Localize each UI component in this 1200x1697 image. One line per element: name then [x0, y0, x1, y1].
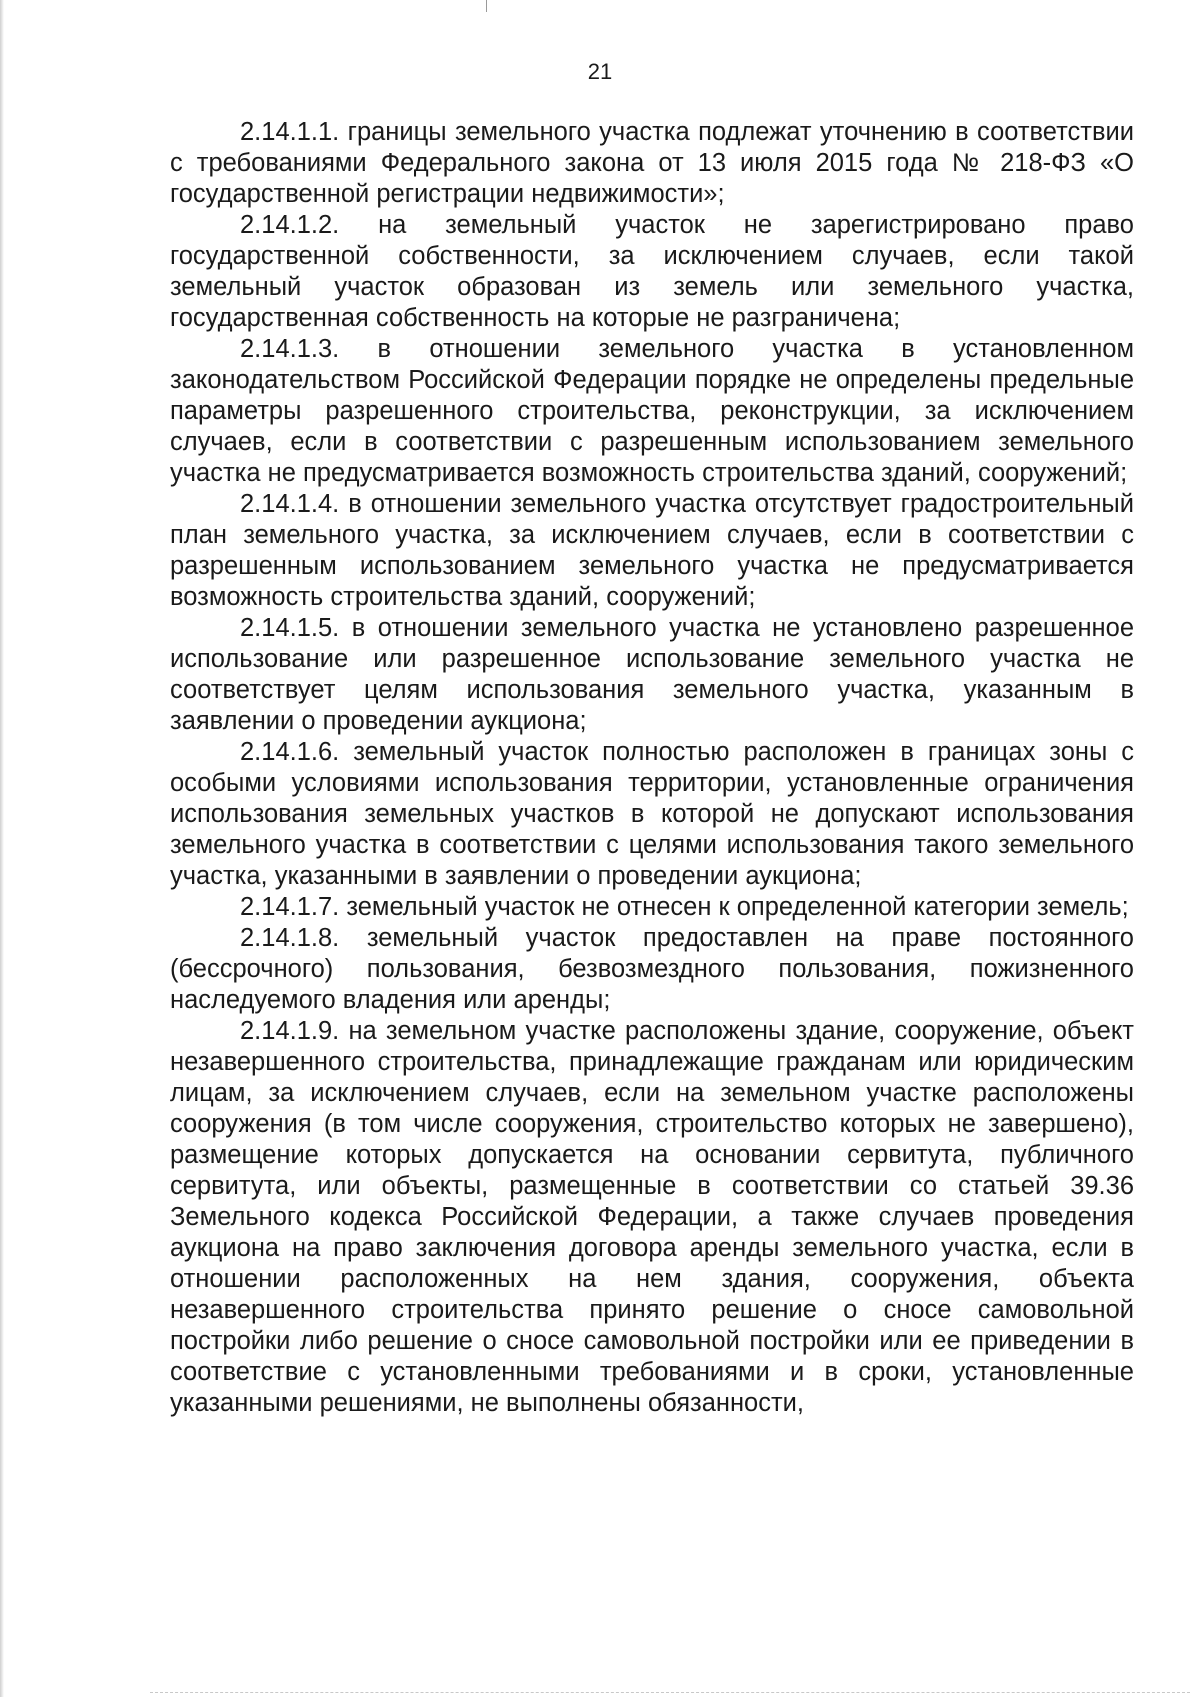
- clause-2-14-1-8: 2.14.1.8. земельный участок предоставлен на праве постоянного (бессрочного) пользования, безвозмездного пользования, пожизненного наследуемого владения или аренды;: [170, 924, 1134, 1014]
- clause-2-14-1-1: 2.14.1.1. границы земельного участка подлежат уточнению в соответствии с требованиями Федерального закона от 13 июля 2015 года № 218-ФЗ «О государственной регистрации недвижимости»;: [170, 118, 1134, 208]
- clause-2-14-1-5: 2.14.1.5. в отношении земельного участка не установлено разрешенное использование или разрешенное использование земельного участка не соответствует целям использования земельного участка, указанным в заявлении о проведении аукциона;: [170, 614, 1134, 735]
- clause-2-14-1-9: 2.14.1.9. на земельном участке расположены здание, сооружение, объект незавершенного строительства, принадлежащие гражданам или юридическим лицам, за исключением случаев, если на земельном участке расположены сооружения (в том числе сооружения, строительство которых не завершено), размещение которых допускается на основании сервитута, публичного сервитута, или объекты, размещенные в соответствии со статьей 39.36 Земельного кодекса Российской Федерации, а также случаев проведения аукциона на право заключения договора аренды земельного участка, если в отношении расположенных на нем здания, сооружения, объекта незавершенного строительства принято решение о сносе самовольной постройки либо решение о сносе самовольной постройки или ее приведении в соответствие с установленными требованиями и в сроки, установленные указанными решениями, не выполнены обязанности,: [170, 1017, 1134, 1417]
- clause-2-14-1-4: 2.14.1.4. в отношении земельного участка отсутствует градостроительный план земельного участка, за исключением случаев, если в соответствии с разрешенным использованием земельного участка не предусматривается возможность строительства зданий, сооружений;: [170, 490, 1134, 611]
- page-number: 21: [587, 59, 613, 84]
- clause-2-14-1-7: 2.14.1.7. земельный участок не отнесен к определенной категории земель;: [240, 893, 1129, 921]
- scan-mark-top: [486, 0, 487, 12]
- clause-2-14-1-2: 2.14.1.2. на земельный участок не зарегистрировано право государственной собственности, за исключением случаев, если такой земельный участок образован из земель или земельного участка, государственная собственность на которые не разграничена;: [170, 211, 1134, 332]
- clause-2-14-1-3: 2.14.1.3. в отношении земельного участка в установленном законодательством Российской Федерации порядке не определены предельные параметры разрешенного строительства, реконструкции, за исключением случаев, если в соответствии с разрешенным использованием земельного участка не предусматривается возможность строительства зданий, сооружений;: [170, 335, 1134, 487]
- clause-2-14-1-6: 2.14.1.6. земельный участок полностью расположен в границах зоны с особыми условиями использования территории, установленные ограничения использования земельных участков в которой не допускают использования земельного участка в соответствии с целями использования такого земельного участка, указанными в заявлении о проведении аукциона;: [170, 738, 1134, 890]
- document-body: [170, 117, 1134, 1419]
- scan-edge-bottom: [150, 1692, 1190, 1693]
- scan-edge-left: [0, 0, 4, 1697]
